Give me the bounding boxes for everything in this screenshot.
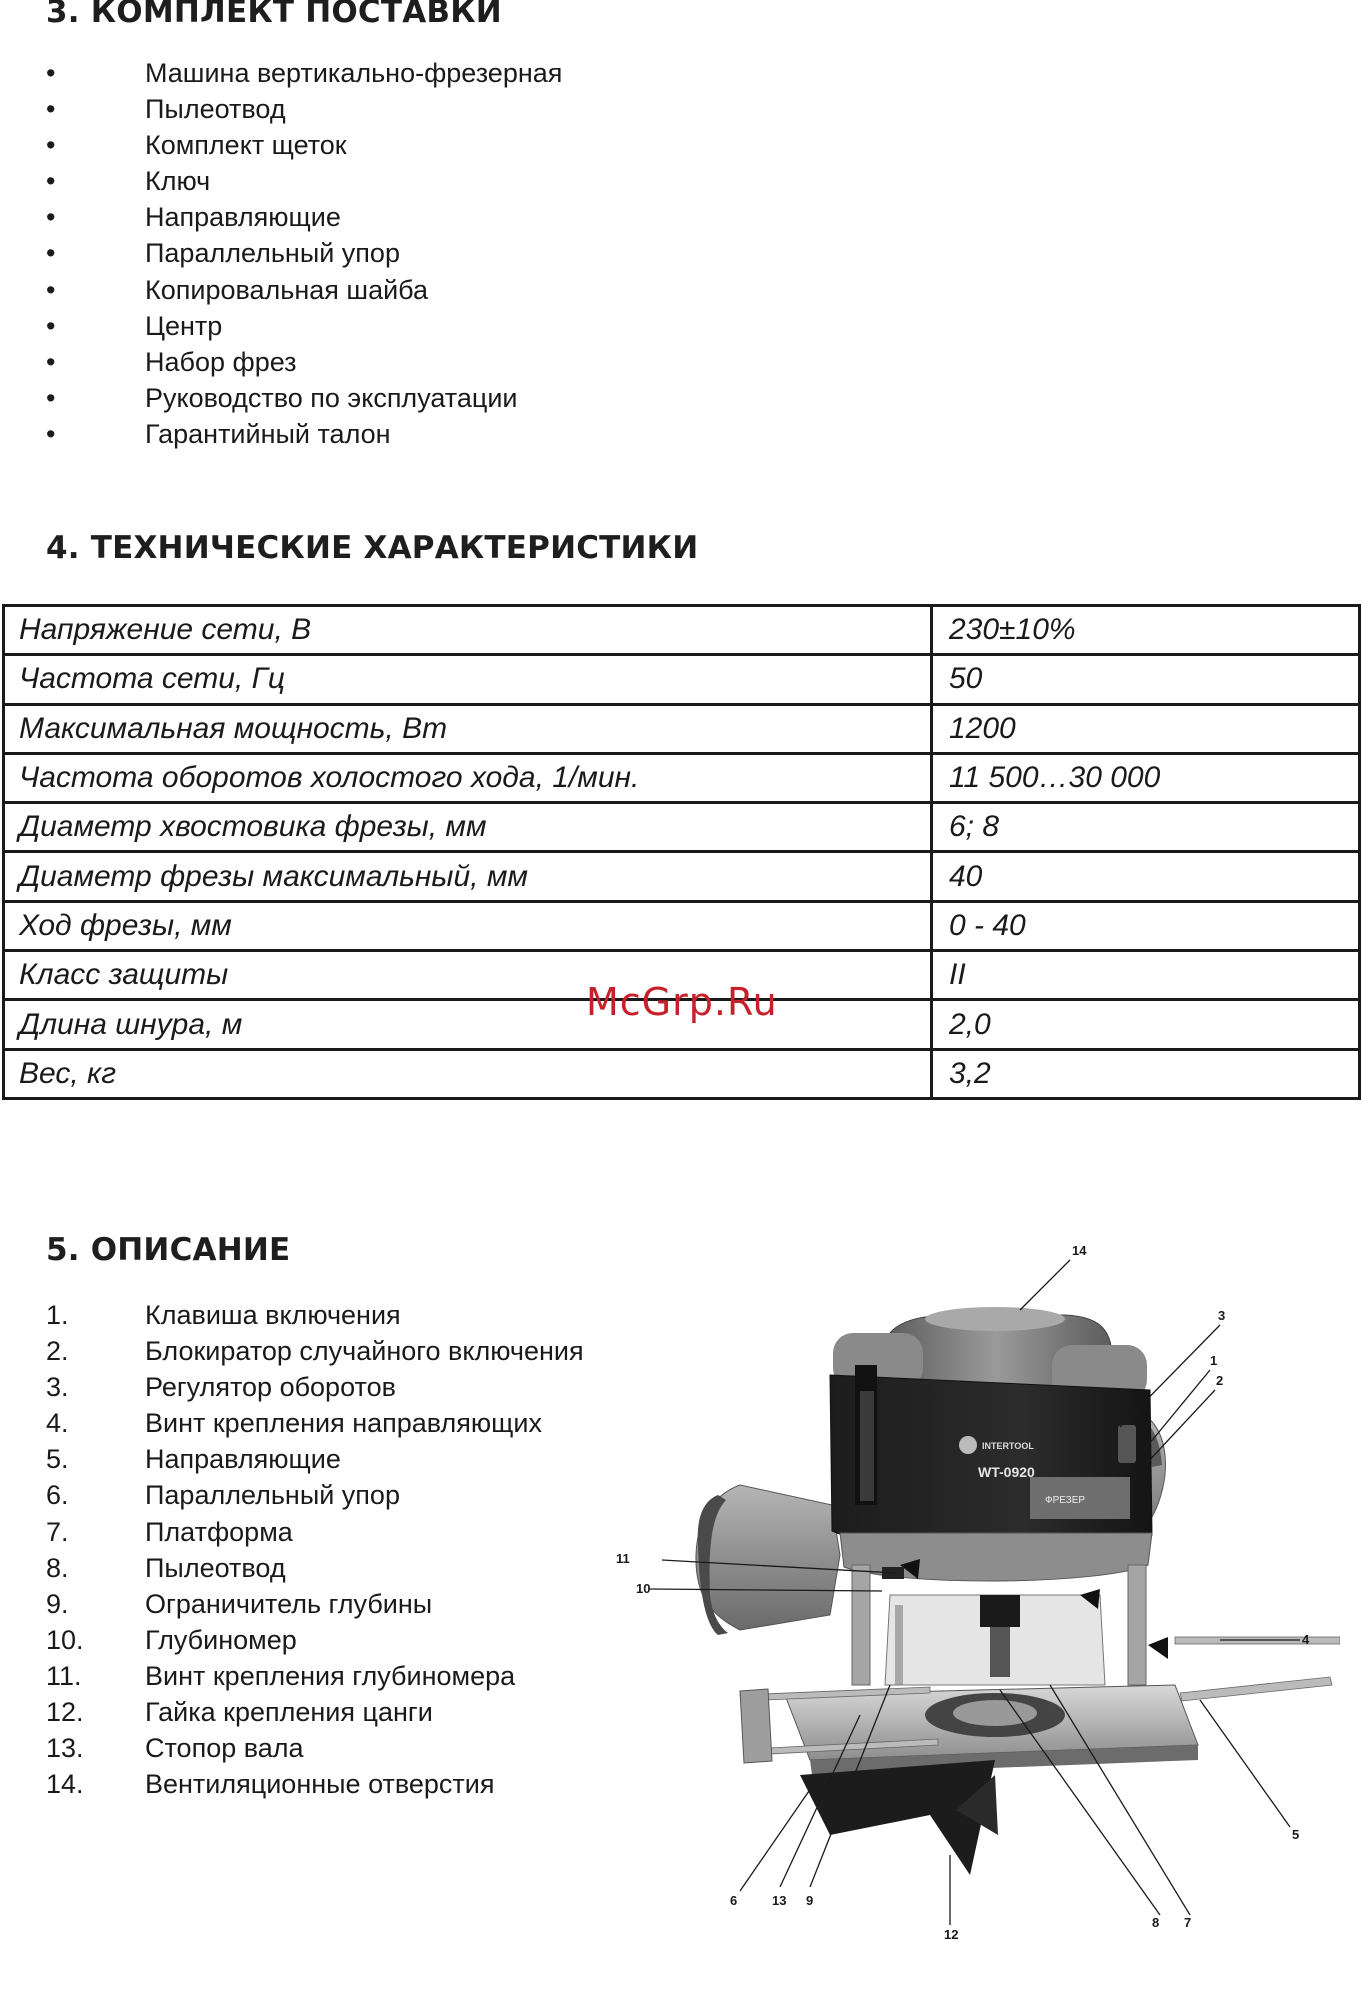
description-label: Гайка крепления цанги [145,1697,433,1728]
spec-param: Длина шнура, м [4,1000,932,1049]
description-label: Регулятор оборотов [145,1372,396,1403]
callout-number: 4 [1302,1632,1310,1647]
brand-text: INTERTOOL [982,1441,1034,1451]
speed-regulator [1118,1425,1136,1463]
product-label: ФРЕЗЕР [1045,1495,1086,1506]
callout-number: 10 [636,1581,651,1596]
spec-param: Напряжение сети, В [4,606,932,655]
spec-param: Частота сети, Гц [4,655,932,704]
spec-param: Диаметр хвостовика фрезы, мм [4,803,932,852]
description-number: 14. [46,1769,84,1800]
callout-number: 2 [1216,1373,1224,1388]
callout-number: 6 [730,1893,738,1908]
kit-item-label: Руководство по эксплуатации [145,382,518,413]
description-number: 12. [46,1697,84,1728]
callout-number: 9 [806,1893,814,1908]
spec-row [4,753,1360,802]
callout-number: 14 [1072,1243,1087,1258]
bullet: • [46,418,56,449]
description-label: Параллельный упор [145,1480,400,1511]
callout-number: 7 [1184,1915,1192,1930]
description-number: 4. [46,1408,69,1439]
callout-number: 8 [1152,1915,1160,1930]
callout-number: 1 [1210,1353,1218,1368]
description-number: 5. [46,1444,69,1475]
description-number: 10. [46,1624,84,1655]
description-label: Ограничитель глубины [145,1588,433,1619]
bullet: • [46,310,56,341]
description-number: 6. [46,1480,69,1511]
kit-item-label: Гарантийный талон [145,418,391,449]
description-label: Пылеотвод [145,1552,286,1583]
spec-row [4,803,1360,852]
kit-item-label: Ключ [145,166,211,197]
spec-row [4,655,1360,704]
description-label: Винт крепления направляющих [145,1408,542,1439]
description-number: 7. [46,1516,69,1547]
kit-item-label: Копировальная шайба [145,274,429,305]
spec-value: 6; 8 [932,803,1360,852]
kit-item-label: Набор фрез [145,346,297,377]
description-number: 2. [46,1336,69,1367]
bullet: • [46,382,56,413]
spec-row [4,1049,1360,1098]
specs-table [2,604,1361,1100]
spec-param: Частота оборотов холостого хода, 1/мин. [4,753,932,802]
bullet: • [46,130,56,161]
watermark: McGrp.Ru [586,980,778,1024]
model-text: WT-0920 [978,1464,1035,1480]
spec-value: 40 [932,852,1360,901]
section-title-kit: 3. КОМПЛЕКТ ПОСТАВКИ [46,0,502,30]
router-illustration [600,1215,1340,1985]
chip-guard [885,1595,1105,1685]
section-title-specs: 4. ТЕХНИЧЕСКИЕ ХАРАКТЕРИСТИКИ [46,530,699,566]
callout-number: 5 [1292,1827,1300,1842]
bullet: • [46,274,56,305]
description-number: 8. [46,1552,69,1583]
description-label: Блокиратор случайного включения [145,1336,584,1367]
spec-param: Класс защиты [4,951,932,1000]
description-label: Платформа [145,1516,293,1547]
callout-number: 13 [772,1893,787,1908]
description-label: Стопор вала [145,1733,304,1764]
spec-param: Диаметр фрезы максимальный, мм [4,852,932,901]
kit-item-label: Направляющие [145,202,341,233]
section-title-description: 5. ОПИСАНИЕ [46,1232,291,1268]
kit-item-label: Параллельный упор [145,238,400,269]
bullet: • [46,94,56,125]
spec-param: Максимальная мощность, Вт [4,704,932,753]
bullet: • [46,202,56,233]
kit-item-label: Комплект щеток [145,130,347,161]
callout-number: 3 [1218,1308,1226,1323]
spec-value: 11 500…30 000 [932,753,1360,802]
description-label: Вентиляционные отверстия [145,1769,495,1800]
spec-value: 3,2 [932,1049,1360,1098]
bullet: • [46,238,56,269]
description-number: 1. [46,1300,69,1330]
description-label: Винт крепления глубиномера [145,1660,516,1691]
description-label: Клавиша включения [145,1300,401,1330]
kit-item-label: Пылеотвод [145,94,286,125]
brand-logo [959,1436,977,1454]
spec-row [4,606,1360,655]
callout-number: 11 [616,1551,630,1566]
bullet: • [46,346,56,377]
bullet: • [46,58,56,88]
description-number: 13. [46,1733,84,1764]
spec-value: 50 [932,655,1360,704]
spec-value: II [932,951,1360,1000]
spec-param: Вес, кг [4,1049,932,1098]
callout-number: 12 [944,1927,959,1942]
bullet: • [46,166,56,197]
spec-row [4,901,1360,950]
spec-value: 1200 [932,704,1360,753]
kit-item-label: Центр [145,310,223,341]
spec-value: 2,0 [932,1000,1360,1049]
description-label: Глубиномер [145,1624,297,1655]
motor-body [830,1365,1152,1553]
spec-row [4,852,1360,901]
kit-item-label: Машина вертикально-фрезерная [145,58,563,88]
description-label: Направляющие [145,1444,341,1475]
description-number: 3. [46,1372,69,1403]
left-handle [696,1485,840,1635]
spec-param: Ход фрезы, мм [4,901,932,950]
description-number: 9. [46,1588,69,1619]
description-number: 11. [46,1660,82,1691]
spec-row [4,704,1360,753]
spec-value: 0 - 40 [932,901,1360,950]
spec-value: 230±10% [932,606,1360,655]
